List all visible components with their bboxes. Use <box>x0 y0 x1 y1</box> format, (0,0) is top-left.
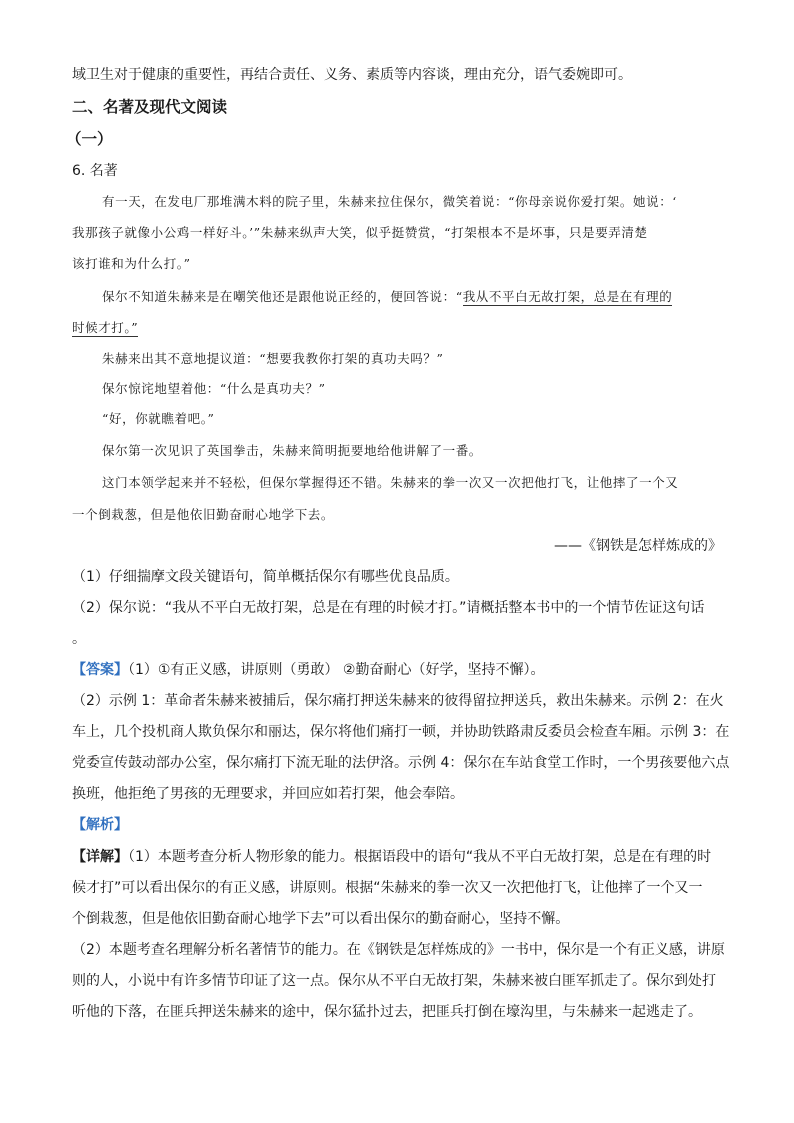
sub-question-2: （2）保尔说：“我从不平白无故打架，总是在有理的时候才打。”请概括整本书中的一个情节佐证这句话 <box>72 600 705 616</box>
detail-label: 【详解】 <box>72 849 128 865</box>
detail-line: 听他的下落，在匪兵押送朱赫来的途中，保尔猛扑过去，把匪兵打倒在壕沟里，与朱赫来一起逃走了。 <box>72 1004 702 1020</box>
answer-example-line: （2）示例 1：革命者朱赫来被捕后，保尔痛打押送朱赫来的彼得留拉押送兵，救出朱赫来。示例 2：在火 <box>72 693 724 709</box>
passage-line-underlined <box>102 288 752 306</box>
passage-line: 朱赫来出其不意地提议道：“想要我教你打架的真功夫吗？” <box>102 351 444 366</box>
passage-source: ——《钢铁是怎样炼成的》 <box>554 538 722 554</box>
underlined-key-sentence: 我从不平白无故打架，总是在有理的 <box>462 289 673 304</box>
detail-line: （2）本题考查名理解分析名著情节的能力。在《钢铁是怎样炼成的》一书中，保尔是一个有正义感，讲原 <box>72 942 725 958</box>
answer-text: （1）①有正义感，讲原则（勇敢） ②勤奋耐心（好学，坚持不懈）。 <box>128 662 545 678</box>
passage-line: 保尔第一次见识了英国拳击，朱赫来简明扼要地给他讲解了一番。 <box>102 443 482 458</box>
passage-line: 该打谁和为什么打。” <box>72 256 191 271</box>
sub-question-2-end: 。 <box>72 631 86 647</box>
answer-example-line: 党委宣传鼓动部办公室，保尔痛打下流无耻的法伊洛。示例 4：保尔在车站食堂工作时，一个男孩要他六点 <box>72 755 730 771</box>
answer-example-line: 换班，他拒绝了男孩的无理要求，并回应如若打架，他会奉陪。 <box>72 786 464 802</box>
answer-label: 【答案】 <box>72 662 128 678</box>
detail-text: （1）本题考查分析人物形象的能力。根据语段中的语句“我从不平白无故打架，总是在有理的时 <box>128 849 712 865</box>
detail-line: 候才打”可以看出保尔的有正义感，讲原则。根据“朱赫来的拳一次又一次把他打飞，让他摔了一个又一 <box>72 880 703 896</box>
analysis-label: 【解析】 <box>72 817 128 833</box>
passage-line: 一个倒栽葱，但是他依旧勤奋耐心地学下去。 <box>72 507 335 522</box>
passage-line <box>72 319 722 337</box>
sub-question-1: （1）仔细揣摩文段关键语句，简单概括保尔有哪些优良品质。 <box>72 569 459 585</box>
answer-example-line: 车上，几个投机商人欺负保尔和丽达，保尔将他们痛打一顿，并协助铁路肃反委员会检查车厢。示例 3：在 <box>72 724 730 740</box>
detail-line <box>72 848 722 866</box>
passage-text: 保尔不知道朱赫来是在嘲笑他还是跟他说正经的，便回答说：“ <box>102 289 463 304</box>
detail-line: 则的人，小说中有许多情节印证了这一点。保尔从不平白无故打架，朱赫来被白匪军抓走了。保尔到处打 <box>72 973 716 989</box>
passage-line: 有一天，在发电厂那堆满木料的院子里，朱赫来拉住保尔，微笑着说：“你母亲说你爱打架。她说：‘ <box>102 194 677 209</box>
passage-line: 我那孩子就像小公鸡一样好斗。’”朱赫来纵声大笑，似乎挺赞赏，“打架根本不是坏事，只是要弄清楚 <box>72 225 648 240</box>
detail-line: 个倒栽葱，但是他依旧勤奋耐心地学下去”可以看出保尔的勤奋耐心，坚持不懈。 <box>72 911 570 927</box>
passage-line: “好，你就瞧着吧。” <box>102 411 215 426</box>
passage-line: 这门本领学起来并不轻松，但保尔掌握得还不错。朱赫来的拳一次又一次把他打飞，让他摔了一个又 <box>102 475 679 490</box>
underlined-key-sentence-end: 时候才打。” <box>72 320 139 335</box>
prev-answer-tail: 域卫生对于健康的重要性，再结合责任、义务、素质等内容谈，理由充分，语气委婉即可。 <box>72 67 632 83</box>
answer-line <box>72 661 722 679</box>
section-heading: 二、名著及现代文阅读 <box>72 98 228 116</box>
passage-line: 保尔惊诧地望着他：“什么是真功夫？” <box>102 381 326 396</box>
subsection-heading: （一） <box>66 130 113 148</box>
question-number: 6. 名著 <box>72 163 118 179</box>
